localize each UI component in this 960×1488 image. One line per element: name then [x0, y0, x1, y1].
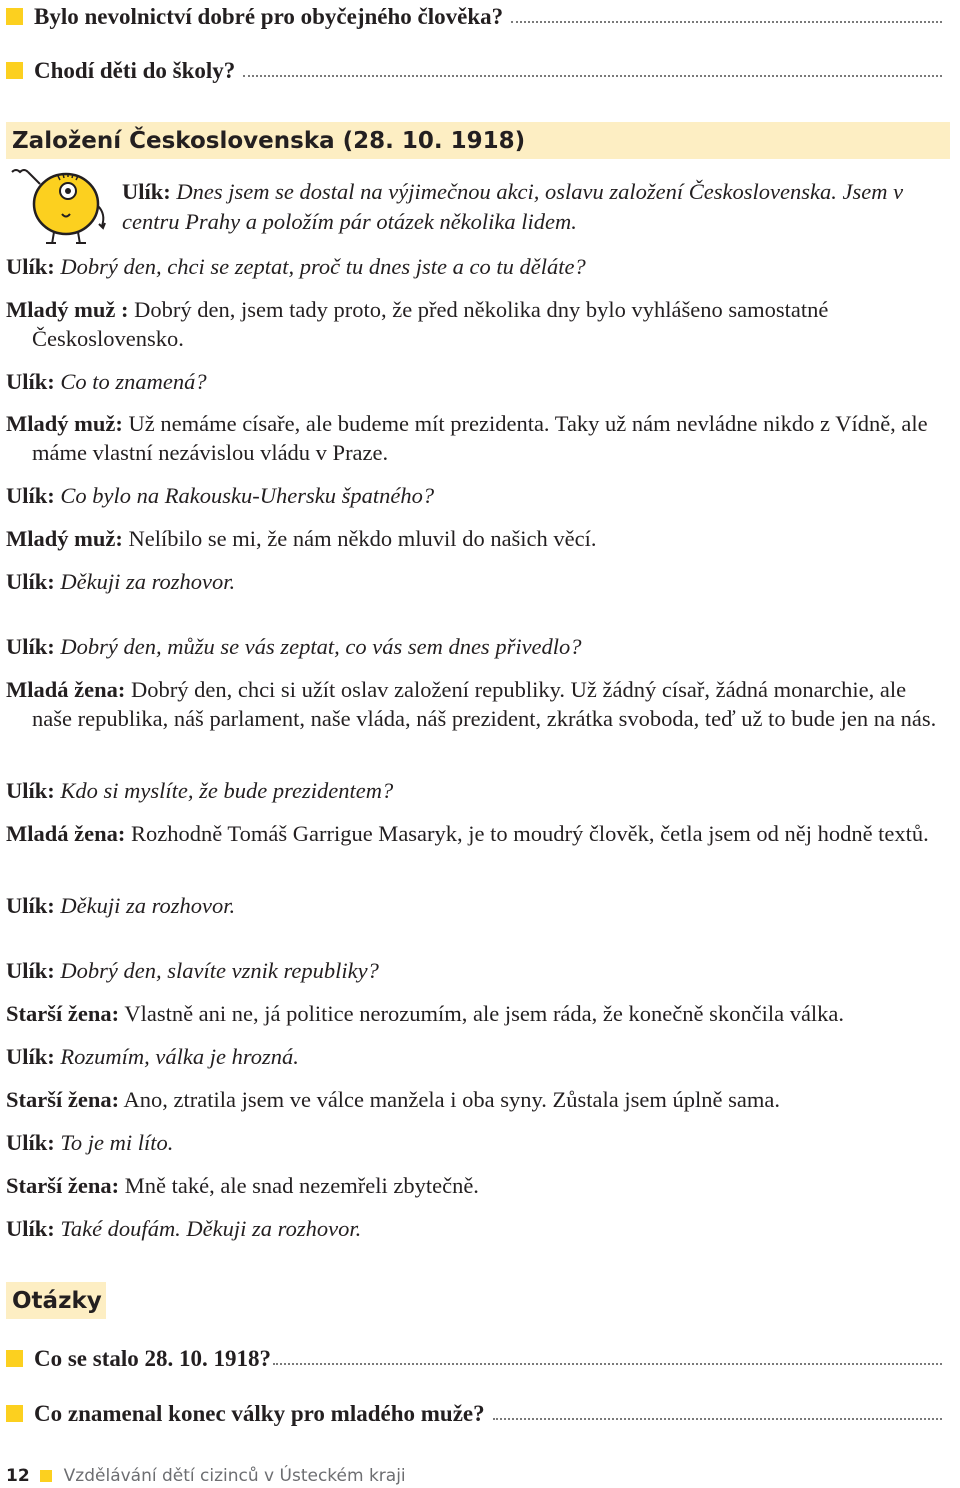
- questions-heading: [6, 1282, 106, 1319]
- speaker-label: Mladý muž :: [6, 297, 129, 322]
- speaker-label: Ulík:: [6, 1216, 55, 1241]
- speaker-label: Ulík:: [122, 179, 171, 204]
- speaker-label: Mladá žena:: [6, 821, 126, 846]
- dialogue-line: [6, 999, 946, 1028]
- speaker-label: Ulík:: [6, 254, 55, 279]
- line-text: Co bylo na Rakousku-Uhersku špatného?: [60, 483, 435, 508]
- dialogue-line: [6, 1042, 946, 1071]
- intro-paragraph: [122, 177, 940, 237]
- footer-text: Vzdělávání dětí cizinců v Ústeckém kraji: [63, 1466, 406, 1486]
- line-text: Dobrý den, jsem tady proto, že před několika dny bylo vyhlášeno samostatné Československo.: [32, 297, 829, 351]
- section-heading: [6, 122, 950, 159]
- speaker-label: Ulík:: [6, 369, 55, 394]
- question-text: Co znamenal konec války pro mladého muže?: [34, 1401, 485, 1426]
- line-text: Mně také, ale snad nezemřeli zbytečně.: [124, 1173, 479, 1198]
- answer-line[interactable]: [243, 74, 942, 77]
- question-text: Bylo nevolnictví dobré pro obyčejného člověka?: [34, 4, 504, 29]
- speaker-label: Ulík:: [6, 483, 55, 508]
- dialogue-line: [6, 1085, 946, 1114]
- dialogue-line: [6, 567, 946, 596]
- line-text: Také doufám. Děkuji za rozhovor.: [60, 1216, 362, 1241]
- answer-line[interactable]: [511, 20, 942, 23]
- line-text: Dobrý den, chci se zeptat, proč tu dnes jste a co tu děláte?: [60, 254, 586, 279]
- line-text: Dobrý den, slavíte vznik republiky?: [60, 958, 379, 983]
- dialogue-line: [6, 367, 946, 396]
- dialogue-line: [6, 632, 946, 661]
- line-text: Rozumím, válka je hrozná.: [60, 1044, 299, 1069]
- speaker-label: Mladá žena:: [6, 677, 126, 702]
- answer-line[interactable]: [493, 1417, 942, 1420]
- speaker-label: Starší žena:: [6, 1173, 120, 1198]
- section-title: Založení Československa (28. 10. 1918): [12, 127, 526, 154]
- speaker-label: Ulík:: [6, 1130, 55, 1155]
- line-text: To je mi líto.: [60, 1130, 174, 1155]
- dialogue-line: [6, 819, 946, 848]
- question-row-2: [6, 54, 942, 84]
- line-text: Děkuji za rozhovor.: [60, 893, 236, 918]
- line-text: Dobrý den, můžu se vás zeptat, co vás sem dnes přivedlo?: [60, 634, 582, 659]
- speaker-label: Ulík:: [6, 893, 55, 918]
- line-text: Co to znamená?: [60, 369, 207, 394]
- dialogue-line: [6, 295, 946, 353]
- question-row-4: [6, 1397, 942, 1427]
- speaker-label: Ulík:: [6, 569, 55, 594]
- yellow-square-bullet-icon: [6, 1350, 23, 1367]
- line-text: Ano, ztratila jsem ve válce manžela i oba syny. Zůstala jsem úplně sama.: [123, 1087, 780, 1112]
- speaker-label: Starší žena:: [6, 1087, 120, 1112]
- line-text: Kdo si myslíte, že bude prezidentem?: [60, 778, 394, 803]
- yellow-square-bullet-icon: [6, 62, 23, 79]
- speaker-label: Ulík:: [6, 634, 55, 659]
- question-text: Co se stalo 28. 10. 1918?: [34, 1346, 272, 1371]
- yellow-square-bullet-icon: [6, 8, 23, 25]
- line-text: Děkuji za rozhovor.: [60, 569, 236, 594]
- dialogue-line: [6, 1128, 946, 1157]
- question-row-3: [6, 1342, 942, 1372]
- yellow-square-bullet-icon: [6, 1405, 23, 1422]
- dialogue-line: [6, 675, 946, 733]
- speaker-label: Ulík:: [6, 958, 55, 983]
- dialogue-line: [6, 891, 946, 920]
- dialogue-line: [6, 776, 946, 805]
- question-text: Chodí děti do školy?: [34, 58, 236, 83]
- intro-text: Dnes jsem se dostal na výjimečnou akci, oslavu založení Československa. Jsem v centru Prahy a položím pár otázek několika lidem.: [122, 179, 904, 234]
- line-text: Už nemáme císaře, ale budeme mít prezidenta. Taky už nám nevládne nikdo z Vídně, ale máme vlastní nezávislou vládu v Praze.: [32, 411, 928, 465]
- ulik-mascot-icon: [4, 166, 114, 244]
- answer-line[interactable]: [273, 1362, 942, 1365]
- dialogue-line: [6, 1171, 946, 1200]
- speaker-label: Mladý muž:: [6, 526, 123, 551]
- question-row-1: [6, 0, 942, 30]
- page-footer: [6, 1464, 406, 1488]
- line-text: Rozhodně Tomáš Garrigue Masaryk, je to moudrý člověk, četla jsem od něj hodně textů.: [130, 821, 929, 846]
- dialogue-line: [6, 409, 946, 467]
- questions-title: Otázky: [12, 1287, 102, 1314]
- page-number: 12: [6, 1466, 30, 1486]
- dialogue-line: [6, 956, 946, 985]
- speaker-label: Starší žena:: [6, 1001, 120, 1026]
- dialogue-line: [6, 524, 946, 553]
- speaker-label: Ulík:: [6, 1044, 55, 1069]
- line-text: Nelíbilo se mi, že nám někdo mluvil do našich věcí.: [128, 526, 597, 551]
- speaker-label: Ulík:: [6, 778, 55, 803]
- dialogue-line: [6, 1214, 946, 1243]
- yellow-square-bullet-icon: [40, 1470, 52, 1482]
- line-text: Dobrý den, chci si užít oslav založení republiky. Už žádný císař, žádná monarchie, ale naše republika, náš parlament, naše vláda, náš prezident, zkrátka svoboda, teď už to bude jen na nás.: [32, 677, 937, 731]
- speaker-label: Mladý muž:: [6, 411, 123, 436]
- dialogue-line: [6, 252, 946, 281]
- dialogue-line: [6, 481, 946, 510]
- line-text: Vlastně ani ne, já politice nerozumím, ale jsem ráda, že konečně skončila válka.: [124, 1001, 845, 1026]
